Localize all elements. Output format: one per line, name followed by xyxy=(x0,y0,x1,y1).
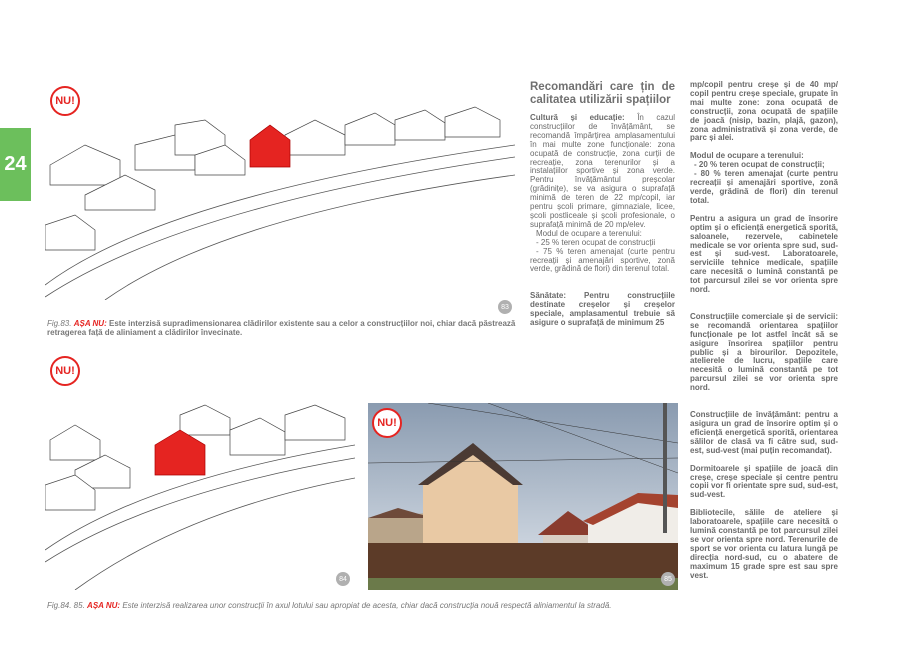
caption-fig84-85 xyxy=(47,601,687,610)
paragraph-label: Cultură și educație: xyxy=(530,113,625,122)
oversized-house xyxy=(250,125,290,167)
land-use-item: - 75 % teren amenajat (curte pentru recreații și amenajări sportive, zonă verde, grădină de flori) din terenul total. xyxy=(530,246,675,274)
paragraph-health: Sănătate: Pentru construcțiile destinate creșelor și creșelor speciale, amplasamentul trebuie să asigure o suprafață de minimum 25 xyxy=(530,291,675,328)
text-column-2 xyxy=(690,81,838,590)
caption-text: Este interzisă realizarea unor construcții în axul lotului sau apropiat de acesta, chiar dacă construcția nouă respectă aliniamentul la stradă. xyxy=(122,601,612,610)
warning-badge-2: NU! xyxy=(50,356,80,386)
caption-fig83 xyxy=(47,319,517,337)
paragraph: mp/copil pentru creșe și de 40 mp/ copil pentru creșe speciale, grupate în mai multe zone: zona ocupată de construcții, zona ocupată de spațiile de joacă (nisip, bazin, plajă, gazon), zona administrativă și zona verde, de parc și alei. xyxy=(690,80,838,143)
paragraph: Construcțiile comerciale și de servicii: se recomandă orientarea spațiilor funcționale pe lot astfel încât să se asigure însorirea spațiilor pentru public și a birourilor. Depozitele, atelierele de lucru, spațiile care necesită o lumină constantă pe tot parcursul zilei se vor orienta spre nord. xyxy=(690,311,838,393)
caption-label: AȘA NU: xyxy=(87,601,121,610)
house-in-lot-axis xyxy=(155,430,205,475)
paragraph: Dormitoarele și spațiile de joacă din creșe, creșe speciale și centre pentru copii vor fi orientate spre sud, sud-est, sud-vest. xyxy=(690,463,838,500)
paragraph: Bibliotecile, sălile de ateliere și laboratoarele, spațiile care necesită o lumină constantă pe tot parcursul zilei se vor orienta spre nord. Terenurile de sport se vor orienta cu latura lungă pe direcția nord-sud, cu o abatere de maximum 15 grade spre est sau spre vest. xyxy=(690,508,838,580)
land-use-heading: Modul de ocupare a terenului: xyxy=(690,151,804,161)
warning-badge-1: NU! xyxy=(50,86,80,116)
paragraph-education xyxy=(530,114,675,230)
land-use-heading: Modul de ocupare a terenului: xyxy=(536,228,642,238)
caption-label: AȘA NU: xyxy=(73,319,107,328)
page-number-tab: 24 xyxy=(0,128,31,201)
figure-number-85: 85 xyxy=(661,572,675,586)
land-use-item: - 20 % teren ocupat de construcții; xyxy=(694,160,825,170)
figure-number-83: 83 xyxy=(498,300,512,314)
street-sketch-fig83 xyxy=(45,105,515,300)
section-title: Recomandări care țin de calitatea utilizării spațiilor xyxy=(530,81,675,106)
land-use-item: - 25 % teren ocupat de construcții xyxy=(536,237,656,247)
figure-number-84: 84 xyxy=(336,572,350,586)
land-use-item: - 80 % teren amenajat (curte pentru recreații și amenajări sportive, zonă verde, grădină de flori) din terenul total. xyxy=(690,169,838,205)
caption-text: Este interzisă supradimensionarea clădirilor existente sau a celor a construcțiilor noi, chiar dacă păstrează retragerea față de aliniament a clădirilor învecinate. xyxy=(47,319,516,337)
street-sketch-fig84 xyxy=(45,400,355,590)
paragraph: Construcțiile de învățământ: pentru a asigura un grad de însorire optim și o eficiență energetică sporită, orientarea sălilor de clasă va fi către sud, sud-est, sud-vest (mai puțin recomandat). xyxy=(690,410,838,455)
paragraph-text: În cazul construcțiilor de învățământ, se recomandă împărțirea amplasamentului în mai multe zone funcționale: zona ocupată de construcție, zona curții de recreație, zona terenurilor și a instalațiilor sportive și zona verde. Pentru învățământul preșcolar (grădinițe), se va asigura o suprafață minimă de teren de 22 mp/copil, iar pentru școli primare, gimnaziale, licee, școli postliceale și școli profesionale, o suprafață minimă de 20 mp/elev. xyxy=(530,113,675,229)
text-column-1 xyxy=(530,81,675,328)
caption-prefix: Fig.83. xyxy=(47,319,72,328)
caption-prefix: Fig.84. 85. xyxy=(47,601,85,610)
house-photo-fig85 xyxy=(368,403,678,590)
paragraph: Pentru a asigura un grad de însorire optim și o eficiență energetică sporită, saloanele, rezervele, cabinetele medicale se vor orienta spre sud, sud-est și sud-vest. Laboratoarele, serviciile tehnice medicale, spațiile care necesită o lumină constantă pe tot parcursul zilei se vor orienta spre nord. xyxy=(690,213,838,295)
warning-badge-3: NU! xyxy=(372,408,402,438)
